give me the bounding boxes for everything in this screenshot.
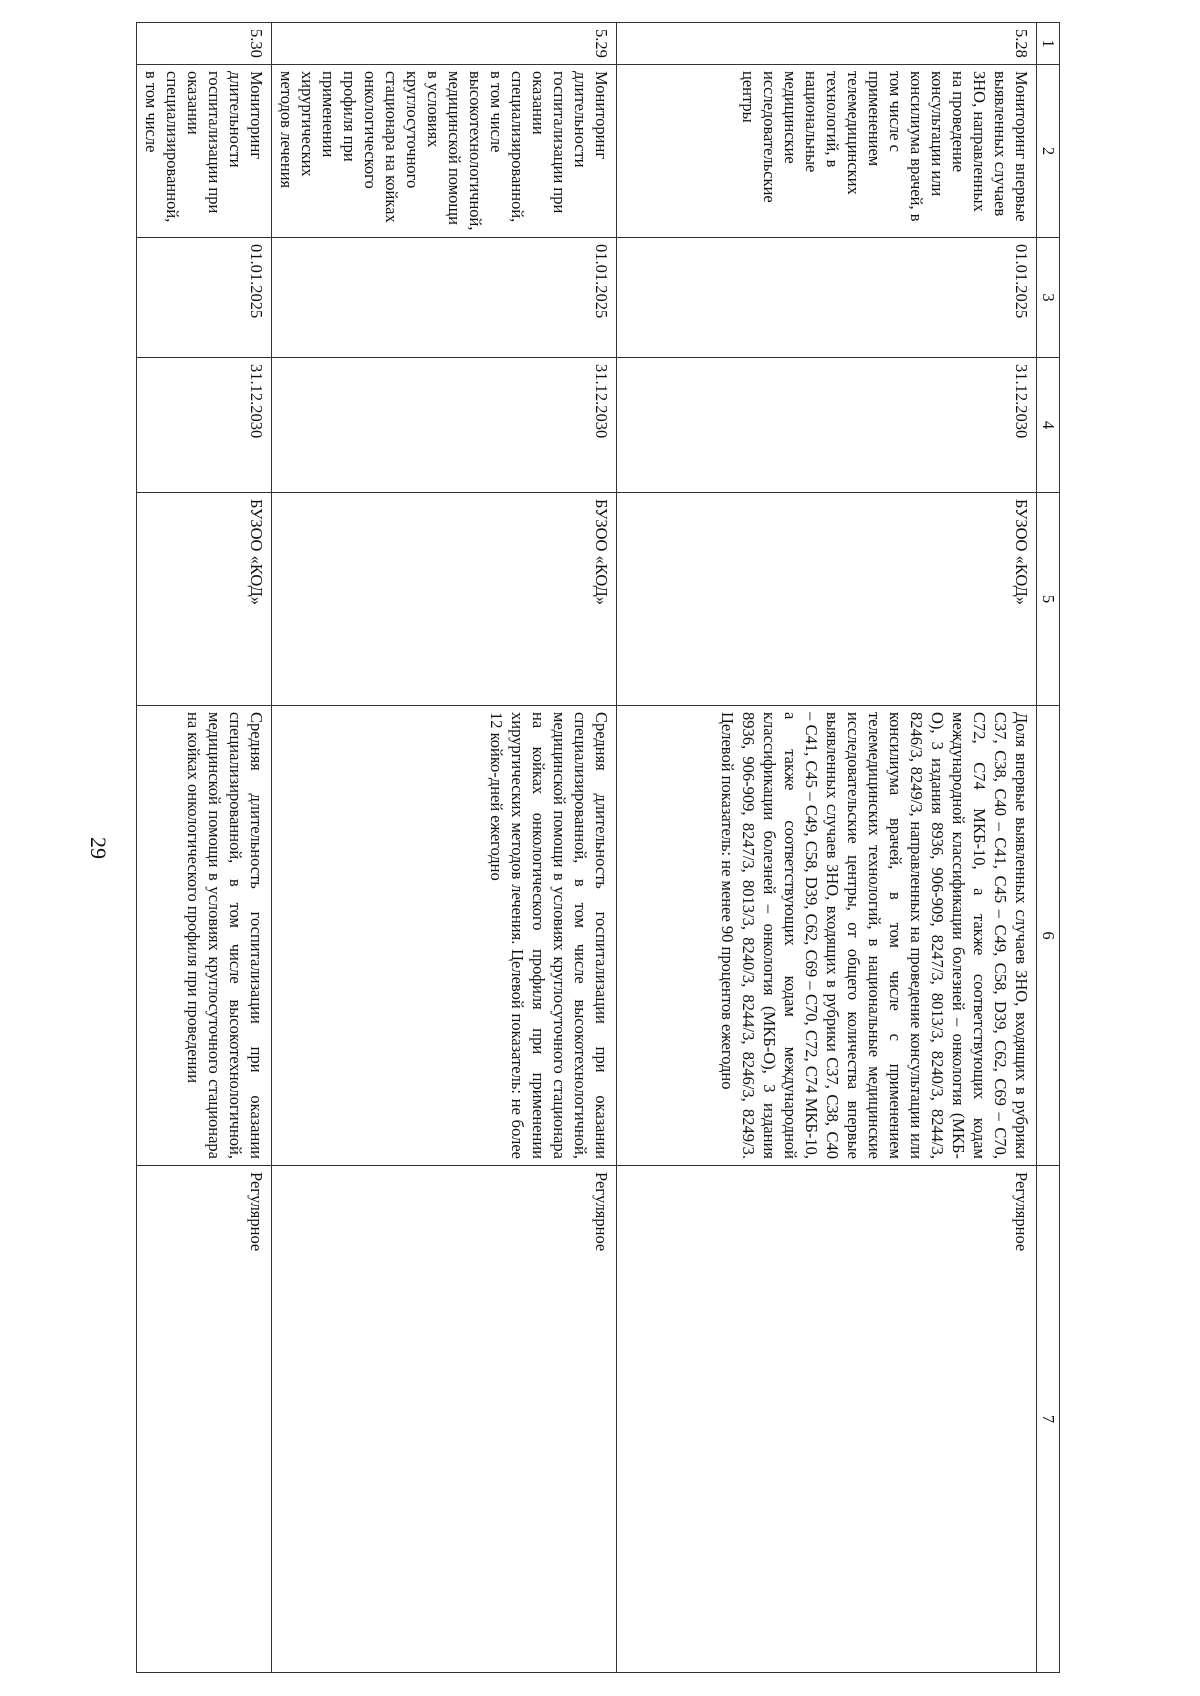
expected-result: Средняя длительность госпитализации при оказании специализированной, в том числе высокотехнологичной, медицинской помощи в условиях круглосуточного стационара на койках онкологического профиля при проведении: [137, 706, 272, 1166]
measure-name: Мониторинг длительности госпитализации при оказании специализированной, в том числе: [137, 65, 272, 238]
row-number: 5.30: [137, 23, 272, 65]
executor: БУЗОО «КОД»: [617, 493, 1037, 706]
start-date: 01.01.2025: [272, 238, 617, 358]
table-header-row: [1037, 23, 1060, 1673]
header-cell: 5: [1037, 493, 1060, 706]
start-date: 01.01.2025: [617, 238, 1037, 358]
measures-table: [136, 22, 1060, 1673]
table-row: [617, 23, 1037, 1673]
header-cell: 6: [1037, 706, 1060, 1166]
header-cell: 4: [1037, 358, 1060, 493]
measure-name: Мониторинг длительности госпитализации при оказании специализированной, в том числе высокотехнологичной, медицинской помощи в условиях круглосуточного стационара на койках онкологического профиля при применении хирургических методов лечения: [272, 65, 617, 238]
executor: БУЗОО «КОД»: [272, 493, 617, 706]
table-row: [272, 23, 617, 1673]
end-date: 31.12.2030: [617, 358, 1037, 493]
measure-name: Мониторинг впервые выявленных случаев ЗНО, направленных на проведение консультации или консилиума врачей, в том числе с применением телемедицинских технологий, в национальные медицинские исследовательские центры: [617, 65, 1037, 238]
header-cell: 7: [1037, 1166, 1060, 1673]
header-cell: 3: [1037, 238, 1060, 358]
periodicity: Регулярное: [137, 1166, 272, 1673]
end-date: 31.12.2030: [137, 358, 272, 493]
header-cell: 2: [1037, 65, 1060, 238]
expected-result: Доля впервые выявленных случаев ЗНО, входящих в рубрики С37, С38, С40 – С41, С45 – С49, С58, D39, С62, С69 – С70, С72, С74 МКБ-10, а также соответствующих кодам международной классификации болезней – онкология (МКБ-О), 3 издания 8936, 906-909, 8247/3, 8013/3, 8240/3, 8244/3, 8246/3, 8249/3, направленных на проведение консультации или консилиума врачей, в том числе с применением телемедицинских технологий, в национальные медицинские исследовательские центры, от общего количества впервые выявленных случаев ЗНО, входящих в рубрики С37, С38, С40 – С41, С45 – С49, С58, D39, С62, С69 – С70, С72, С74 МКБ-10, а также соответствующих кодам международной классификации болезней – онкология (МКБ-О), 3 издания 8936, 906-909, 8247/3, 8013/3, 8240/3, 8244/3, 8246/3, 8249/3. Целевой показатель: не менее 90 процентов ежегодно: [617, 706, 1037, 1166]
expected-result: Средняя длительность госпитализации при оказании специализированной, в том числе высокотехнологичной, медицинской помощи в условиях круглосуточного стационара на койках онкологического профиля при применении хирургических методов лечения. Целевой показатель: не более 12 койко-дней ежегодно: [272, 706, 617, 1166]
periodicity: Регулярное: [272, 1166, 617, 1673]
table-row: [137, 23, 272, 1673]
row-number: 5.29: [272, 23, 617, 65]
periodicity: Регулярное: [617, 1166, 1037, 1673]
executor: БУЗОО «КОД»: [137, 493, 272, 706]
row-number: 5.28: [617, 23, 1037, 65]
rotated-table-container: [0, 22, 1060, 1672]
header-cell: 1: [1037, 23, 1060, 65]
end-date: 31.12.2030: [272, 358, 617, 493]
start-date: 01.01.2025: [137, 238, 272, 358]
page-number: 29: [86, 837, 111, 859]
